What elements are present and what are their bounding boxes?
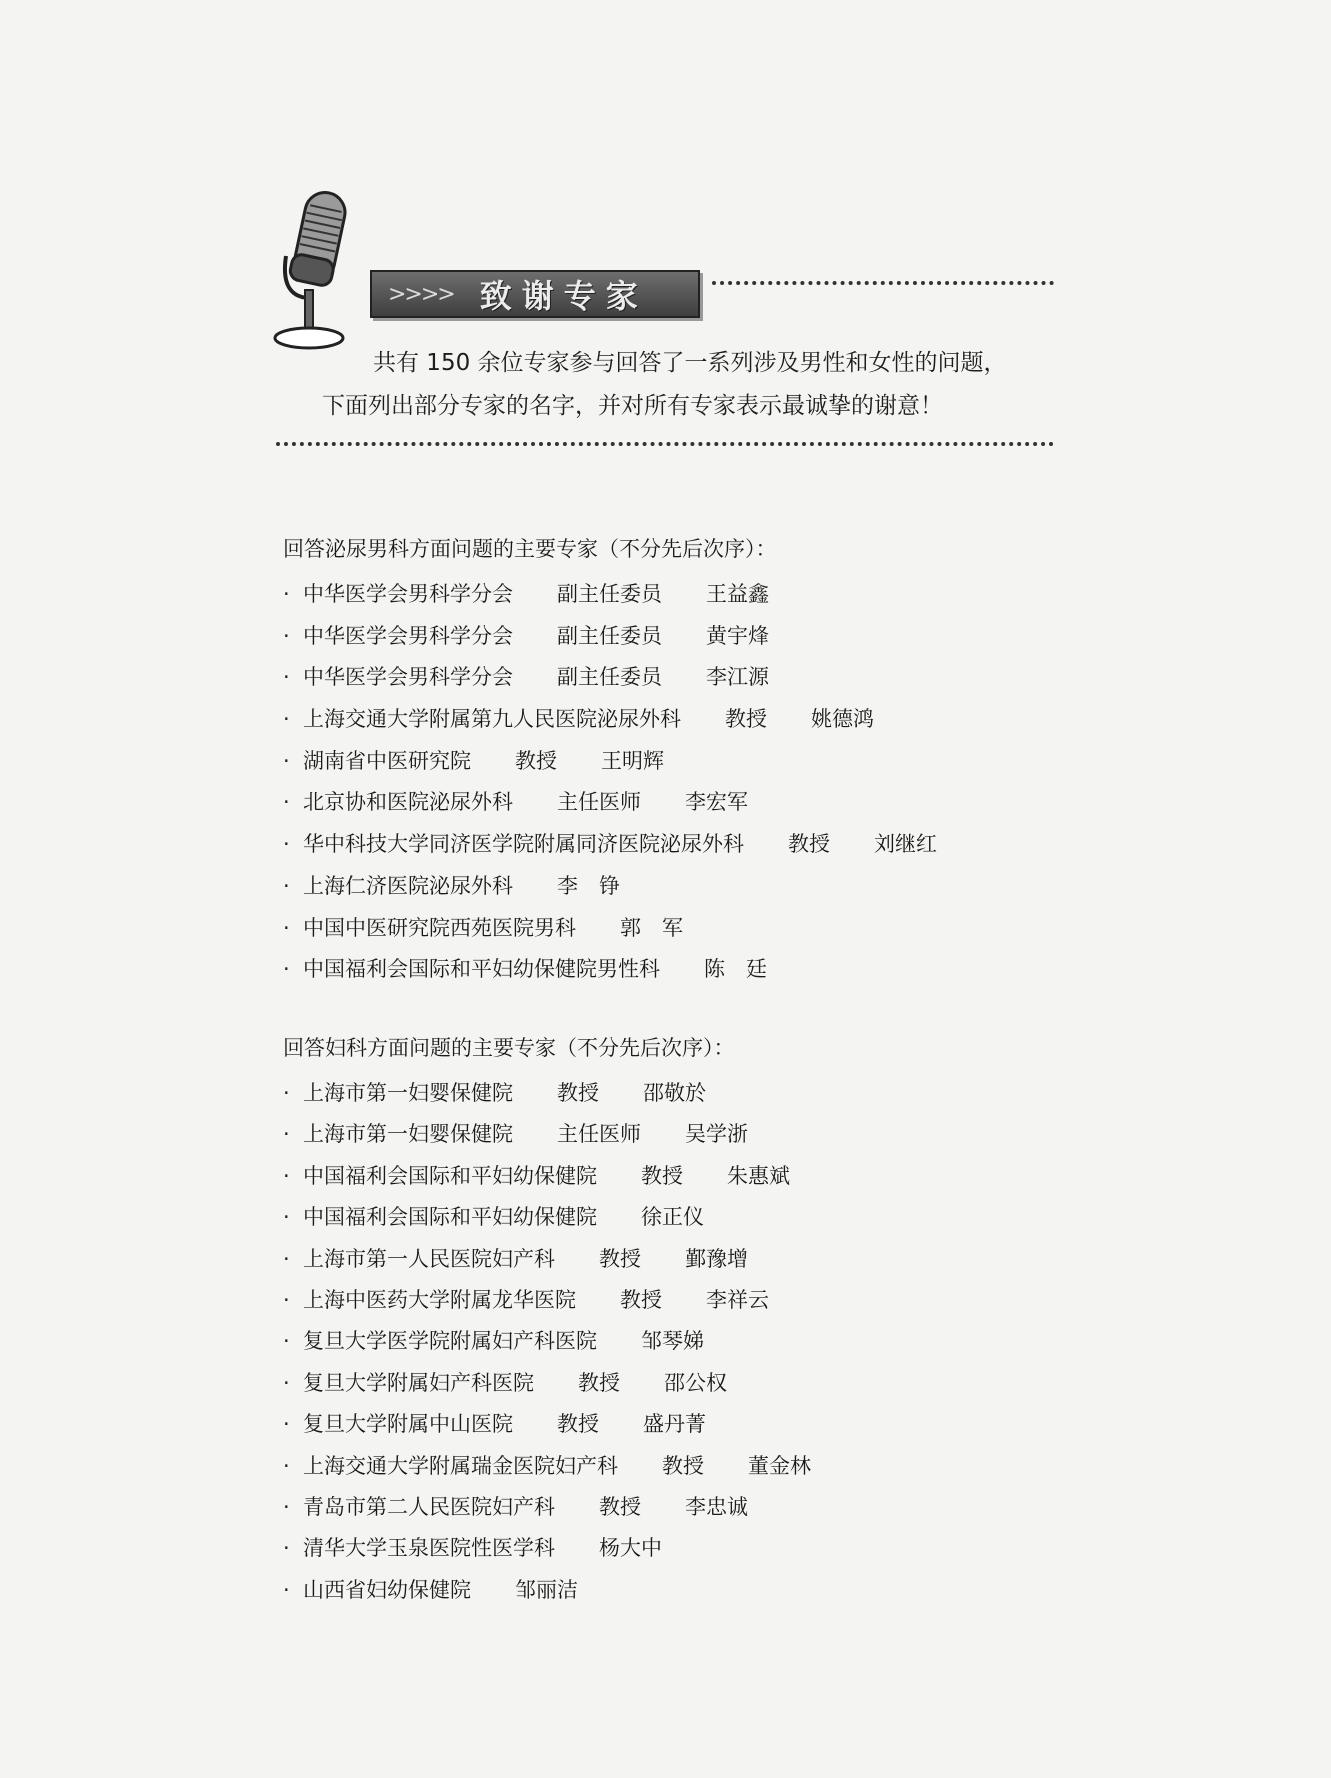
banner-arrows: >>>> <box>388 281 454 307</box>
expert-institution: 上海仁济医院泌尿外科 <box>303 873 513 898</box>
expert-institution: 复旦大学附属中山医院 <box>303 1412 513 1437</box>
bullet: · <box>283 1163 290 1188</box>
list-item <box>283 1321 1183 1362</box>
gynecology-experts-section <box>283 1031 1183 1611</box>
expert-title: 副主任委员 <box>557 665 662 690</box>
expert-name: 杨大中 <box>599 1536 662 1561</box>
expert-institution: 清华大学玉泉医院性医学科 <box>303 1536 555 1561</box>
expert-title: 教授 <box>662 1453 704 1478</box>
intro-line-1: 共有 150 余位专家参与回答了一系列涉及男性和女性的问题， <box>373 350 1007 376</box>
expert-title: 教授 <box>557 1081 599 1105</box>
expert-title: 主任医师 <box>557 1122 641 1147</box>
expert-institution: 青岛市第二人民医院妇产科 <box>303 1494 555 1519</box>
bullet: · <box>283 1287 290 1312</box>
urology-list <box>283 574 1183 991</box>
list-item <box>283 699 1183 741</box>
gynecology-list <box>283 1073 1183 1611</box>
list-item <box>283 574 1183 616</box>
gynecology-heading: 回答妇科方面问题的主要专家（不分先后次序）： <box>283 1036 735 1060</box>
list-item <box>283 1239 1183 1280</box>
expert-name: 邹琴娣 <box>641 1329 704 1354</box>
bullet: · <box>283 748 290 773</box>
expert-name: 朱惠斌 <box>727 1163 790 1188</box>
expert-institution: 中国福利会国际和平妇幼保健院男性科 <box>303 957 660 982</box>
expert-name: 李宏军 <box>685 790 748 815</box>
expert-institution: 上海交通大学附属瑞金医院妇产科 <box>303 1453 618 1478</box>
expert-name: 邵敬於 <box>643 1081 706 1105</box>
expert-institution: 中华医学会男科学分会 <box>303 623 513 648</box>
list-item <box>283 1073 1183 1114</box>
bullet: · <box>283 1494 290 1519</box>
expert-title: 教授 <box>557 1412 599 1437</box>
list-item <box>283 657 1183 699</box>
bullet: · <box>283 1205 290 1230</box>
expert-institution: 上海市第一妇婴保健院 <box>303 1081 513 1105</box>
expert-name: 董金林 <box>748 1453 811 1478</box>
bullet: · <box>283 1536 290 1561</box>
expert-name: 吴学浙 <box>685 1122 748 1147</box>
list-item <box>283 1446 1183 1487</box>
expert-name: 李江源 <box>706 665 769 690</box>
expert-name: 刘继红 <box>874 832 937 857</box>
expert-name: 鄞豫增 <box>685 1246 748 1271</box>
bullet: · <box>283 873 290 898</box>
expert-institution: 中国中医研究院西苑医院男科 <box>303 915 576 940</box>
expert-institution: 上海市第一人民医院妇产科 <box>303 1246 555 1271</box>
urology-heading: 回答泌尿男科方面问题的主要专家（不分先后次序）： <box>283 537 777 561</box>
expert-name: 李祥云 <box>706 1287 769 1312</box>
expert-name: 李忠诚 <box>685 1494 748 1519</box>
bullet: · <box>283 665 290 690</box>
bullet: · <box>283 1577 290 1602</box>
expert-name: 王明辉 <box>601 748 664 773</box>
expert-institution: 上海中医药大学附属龙华医院 <box>303 1287 576 1312</box>
dotted-rule-bottom <box>276 442 1054 446</box>
expert-institution: 中国福利会国际和平妇幼保健院 <box>303 1163 597 1188</box>
expert-institution: 中华医学会男科学分会 <box>303 665 513 690</box>
expert-title: 教授 <box>515 748 557 773</box>
dotted-rule-top <box>712 281 1054 285</box>
banner-title: 致谢专家 <box>479 277 648 315</box>
expert-institution: 山西省妇幼保健院 <box>303 1577 471 1602</box>
expert-name: 徐正仪 <box>641 1205 704 1230</box>
bullet: · <box>283 957 290 982</box>
expert-title: 教授 <box>725 707 767 732</box>
bullet: · <box>283 915 290 940</box>
expert-institution: 北京协和医院泌尿外科 <box>303 790 513 815</box>
list-item <box>283 908 1183 950</box>
bullet: · <box>283 1370 290 1395</box>
bullet: · <box>283 707 290 732</box>
list-item <box>283 1528 1183 1569</box>
expert-title: 教授 <box>620 1287 662 1312</box>
expert-title: 副主任委员 <box>557 582 662 606</box>
list-item <box>283 616 1183 658</box>
list-item <box>283 1404 1183 1445</box>
microphone-icon <box>272 186 362 361</box>
expert-name: 黄宇烽 <box>706 623 769 648</box>
bullet: · <box>283 582 290 606</box>
bullet: · <box>283 623 290 648</box>
bullet: · <box>283 832 290 857</box>
expert-name: 王益鑫 <box>706 582 769 606</box>
expert-institution: 中华医学会男科学分会 <box>303 582 513 606</box>
list-item <box>283 949 1183 991</box>
bullet: · <box>283 1453 290 1478</box>
list-item <box>283 1487 1183 1528</box>
expert-institution: 湖南省中医研究院 <box>303 748 471 773</box>
expert-name: 郭 军 <box>620 915 683 940</box>
expert-institution: 复旦大学附属妇产科医院 <box>303 1370 534 1395</box>
urology-experts-section <box>283 532 1183 991</box>
expert-name: 邹丽洁 <box>515 1577 578 1602</box>
expert-name: 陈 廷 <box>704 957 767 982</box>
list-item <box>283 866 1183 908</box>
bullet: · <box>283 1246 290 1271</box>
expert-institution: 复旦大学医学院附属妇产科医院 <box>303 1329 597 1354</box>
expert-institution: 上海市第一妇婴保健院 <box>303 1122 513 1147</box>
expert-title: 主任医师 <box>557 790 641 815</box>
expert-title: 教授 <box>641 1163 683 1188</box>
bullet: · <box>283 1412 290 1437</box>
expert-institution: 中国福利会国际和平妇幼保健院 <box>303 1205 597 1230</box>
expert-name: 盛丹菁 <box>643 1412 706 1437</box>
list-item <box>283 1197 1183 1238</box>
expert-title: 教授 <box>599 1246 641 1271</box>
list-item <box>283 782 1183 824</box>
expert-title: 教授 <box>788 832 830 857</box>
bullet: · <box>283 1081 290 1105</box>
expert-institution: 华中科技大学同济医学院附属同济医院泌尿外科 <box>303 832 744 857</box>
list-item <box>283 1570 1183 1611</box>
section-banner <box>370 270 700 318</box>
list-item <box>283 1156 1183 1197</box>
bullet: · <box>283 790 290 815</box>
bullet: · <box>283 1329 290 1354</box>
expert-name: 姚德鸿 <box>811 707 874 732</box>
list-item <box>283 824 1183 866</box>
list-item <box>283 741 1183 783</box>
list-item <box>283 1114 1183 1155</box>
bullet: · <box>283 1122 290 1147</box>
expert-title: 副主任委员 <box>557 623 662 648</box>
list-item <box>283 1363 1183 1404</box>
expert-institution: 上海交通大学附属第九人民医院泌尿外科 <box>303 707 681 732</box>
expert-title: 教授 <box>599 1494 641 1519</box>
expert-name: 邵公权 <box>664 1370 727 1395</box>
expert-title: 教授 <box>578 1370 620 1395</box>
intro-line-2: 下面列出部分专家的名字，并对所有专家表示最诚挚的谢意！ <box>322 393 943 419</box>
expert-name: 李 铮 <box>557 873 620 898</box>
list-item <box>283 1280 1183 1321</box>
